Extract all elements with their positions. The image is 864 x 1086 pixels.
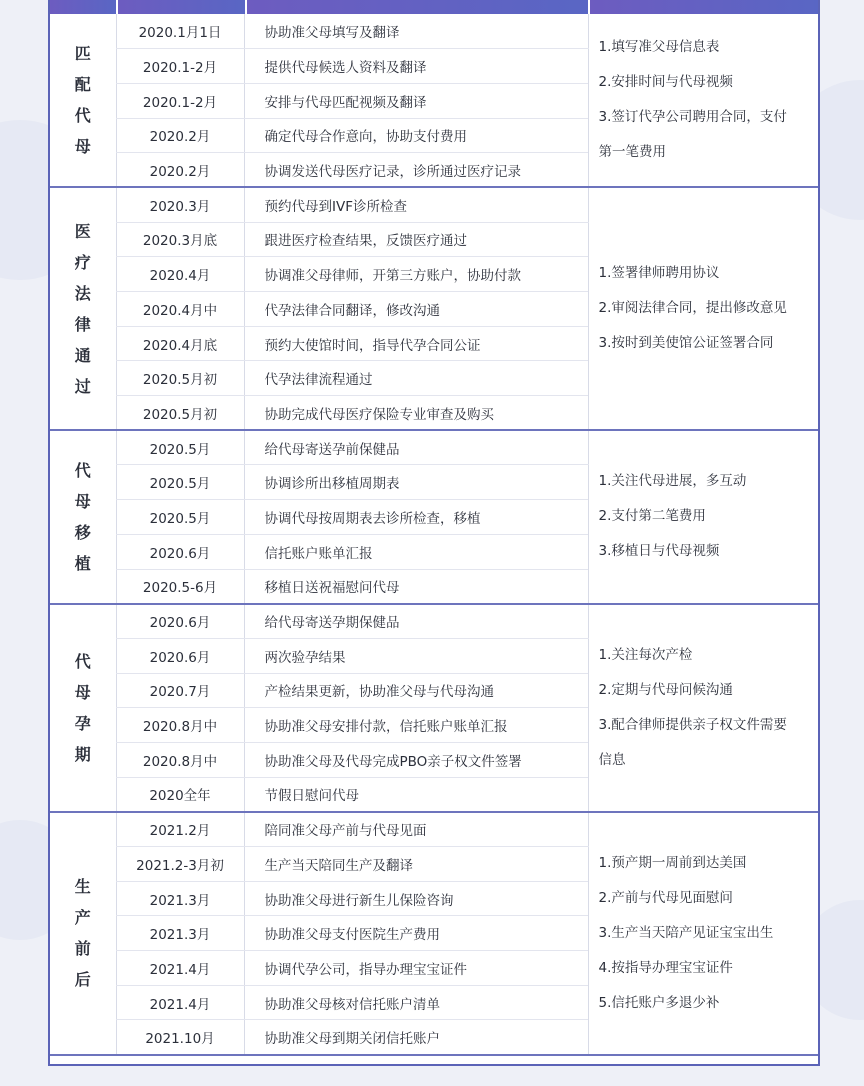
task-cell: 产检结果更新，协助准父母与代母沟通 [244, 673, 588, 708]
date-cell: 2020.6月 [116, 534, 244, 569]
note-item: 2.安排时间与代母视频 [598, 74, 733, 91]
note-item: 1.签署律师聘用协议 [598, 265, 720, 282]
parent-notes [588, 812, 818, 1055]
phase-label-text [50, 646, 116, 770]
note-item: 第一笔费用 [598, 144, 666, 161]
note-item: 3.按时到美使馆公证签署合同 [598, 335, 774, 352]
phase-char: 母 [74, 491, 91, 511]
date-cell: 2021.2-3月初 [116, 847, 244, 882]
task-cell: 跟进医疗检查结果，反馈医疗通过 [244, 222, 588, 257]
table-header-strip [50, 0, 818, 14]
phase-label [50, 812, 116, 1055]
phase-char: 过 [74, 376, 91, 396]
phase-char: 代 [74, 460, 91, 480]
phase-char: 代 [74, 651, 91, 671]
note-item: 2.支付第二笔费用 [598, 508, 706, 525]
task-cell: 代孕法律流程通过 [244, 361, 588, 396]
date-cell: 2021.3月 [116, 916, 244, 951]
phase-char: 产 [74, 908, 91, 928]
date-cell: 2020.5月 [116, 430, 244, 465]
task-cell: 给代母寄送孕前保健品 [244, 430, 588, 465]
phase-char: 植 [74, 553, 91, 573]
date-cell: 2020.4月中 [116, 292, 244, 327]
date-cell: 2020.8月中 [116, 742, 244, 777]
note-item: 1.关注每次产检 [598, 646, 693, 663]
phase-char: 代 [74, 106, 91, 126]
phase-label-text [50, 455, 116, 579]
note-item: 1.填写准父母信息表 [598, 39, 720, 56]
phase-char: 生 [74, 877, 91, 897]
date-cell: 2020.3月 [116, 187, 244, 222]
phase-char: 匹 [74, 44, 91, 64]
phase-char: 移 [74, 522, 91, 542]
schedule-table-frame [48, 0, 820, 1066]
parent-notes-list [599, 256, 807, 361]
phase-char: 前 [74, 939, 91, 959]
phase-char: 疗 [74, 252, 91, 272]
phase-label-text [50, 216, 116, 402]
task-cell: 协助准父母到期关闭信托账户 [244, 1020, 588, 1055]
note-item: 2.审阅法律合同，提出修改意见 [598, 300, 787, 317]
task-cell: 生产当天陪同生产及翻译 [244, 847, 588, 882]
table-row [50, 604, 818, 639]
parent-notes [588, 14, 818, 187]
table-row [50, 812, 818, 847]
phase-char: 母 [74, 137, 91, 157]
date-cell: 2020.1-2月 [116, 83, 244, 118]
date-cell: 2020.4月底 [116, 326, 244, 361]
task-cell: 预约大使馆时间，指导代孕合同公证 [244, 326, 588, 361]
task-cell: 协助准父母填写及翻译 [244, 14, 588, 49]
task-cell: 协助准父母进行新生儿保险咨询 [244, 881, 588, 916]
date-cell: 2020.2月 [116, 153, 244, 188]
date-cell: 2020.2月 [116, 118, 244, 153]
note-item: 3.配合律师提供亲子权文件需要 [598, 716, 787, 733]
phase-char: 法 [74, 283, 91, 303]
note-item: 信息 [598, 751, 626, 768]
parent-notes [588, 430, 818, 603]
date-cell: 2020.1-2月 [116, 49, 244, 84]
phase-char: 通 [74, 345, 91, 365]
note-item: 3.移植日与代母视频 [598, 543, 720, 560]
task-cell: 陪同准父母产前与代母见面 [244, 812, 588, 847]
task-cell: 节假日慰问代母 [244, 777, 588, 812]
date-cell: 2020.4月 [116, 257, 244, 292]
phase-char: 母 [74, 682, 91, 702]
phase-label [50, 187, 116, 430]
parent-notes-list [599, 846, 807, 1021]
task-cell: 预约代母到IVF诊所检查 [244, 187, 588, 222]
date-cell: 2020.5月 [116, 500, 244, 535]
phase-label [50, 14, 116, 187]
table-row [50, 430, 818, 465]
task-cell: 两次验孕结果 [244, 638, 588, 673]
parent-notes [588, 187, 818, 430]
note-item: 2.定期与代母问候沟通 [598, 681, 733, 698]
date-cell: 2020.8月中 [116, 708, 244, 743]
parent-notes-list [599, 638, 807, 778]
task-cell: 协助准父母及代母完成PBO亲子权文件签署 [244, 742, 588, 777]
note-item: 4.按指导办理宝宝证件 [598, 959, 733, 976]
date-cell: 2021.4月 [116, 951, 244, 986]
task-cell: 提供代母候选人资料及翻译 [244, 49, 588, 84]
task-cell: 协助准父母支付医院生产费用 [244, 916, 588, 951]
task-cell: 协调诊所出移植周期表 [244, 465, 588, 500]
note-item: 1.关注代母进展，多互动 [598, 473, 747, 490]
date-cell: 2021.10月 [116, 1020, 244, 1055]
phase-char: 后 [74, 970, 91, 990]
date-cell: 2020.5月初 [116, 361, 244, 396]
table-row [50, 14, 818, 49]
parent-notes-list [599, 464, 807, 569]
task-cell: 协调准父母律师，开第三方账户，协助付款 [244, 257, 588, 292]
task-cell: 给代母寄送孕期保健品 [244, 604, 588, 639]
phase-char: 律 [74, 314, 91, 334]
date-cell: 2021.4月 [116, 985, 244, 1020]
task-cell: 协助完成代母医疗保险专业审查及购买 [244, 396, 588, 431]
phase-char: 孕 [74, 713, 91, 733]
task-cell: 确定代母合作意向，协助支付费用 [244, 118, 588, 153]
table-row [50, 187, 818, 222]
date-cell: 2021.3月 [116, 881, 244, 916]
schedule-table-body [50, 14, 818, 1055]
task-cell: 协调代孕公司，指导办理宝宝证件 [244, 951, 588, 986]
date-cell: 2020.5月 [116, 465, 244, 500]
note-item: 3.签订代孕公司聘用合同，支付 [598, 109, 787, 126]
task-cell: 信托账户账单汇报 [244, 534, 588, 569]
task-cell: 协调代母按周期表去诊所检查，移植 [244, 500, 588, 535]
phase-char: 配 [74, 75, 91, 95]
phase-label-text [50, 871, 116, 995]
date-cell: 2020.1月1日 [116, 14, 244, 49]
date-cell: 2021.2月 [116, 812, 244, 847]
note-item: 1.预产期一周前到达美国 [598, 854, 747, 871]
parent-notes [588, 604, 818, 812]
date-cell: 2020.7月 [116, 673, 244, 708]
parent-notes-list [599, 30, 807, 170]
note-item: 5.信托账户多退少补 [598, 994, 720, 1011]
note-item: 2.产前与代母见面慰问 [598, 889, 733, 906]
date-cell: 2020.6月 [116, 604, 244, 639]
task-cell: 协调发送代母医疗记录，诊所通过医疗记录 [244, 153, 588, 188]
task-cell: 代孕法律合同翻译，修改沟通 [244, 292, 588, 327]
phase-label [50, 430, 116, 603]
date-cell: 2020.3月底 [116, 222, 244, 257]
task-cell: 安排与代母匹配视频及翻译 [244, 83, 588, 118]
task-cell: 移植日送祝福慰问代母 [244, 569, 588, 604]
date-cell: 2020.5月初 [116, 396, 244, 431]
phase-char: 医 [74, 221, 91, 241]
date-cell: 2020.6月 [116, 638, 244, 673]
schedule-table [50, 14, 818, 1056]
task-cell: 协助准父母核对信托账户清单 [244, 985, 588, 1020]
phase-label [50, 604, 116, 812]
phase-label-text [50, 38, 116, 162]
date-cell: 2020全年 [116, 777, 244, 812]
date-cell: 2020.5-6月 [116, 569, 244, 604]
phase-char: 期 [74, 744, 91, 764]
note-item: 3.生产当天陪产见证宝宝出生 [598, 924, 774, 941]
task-cell: 协助准父母安排付款，信托账户账单汇报 [244, 708, 588, 743]
